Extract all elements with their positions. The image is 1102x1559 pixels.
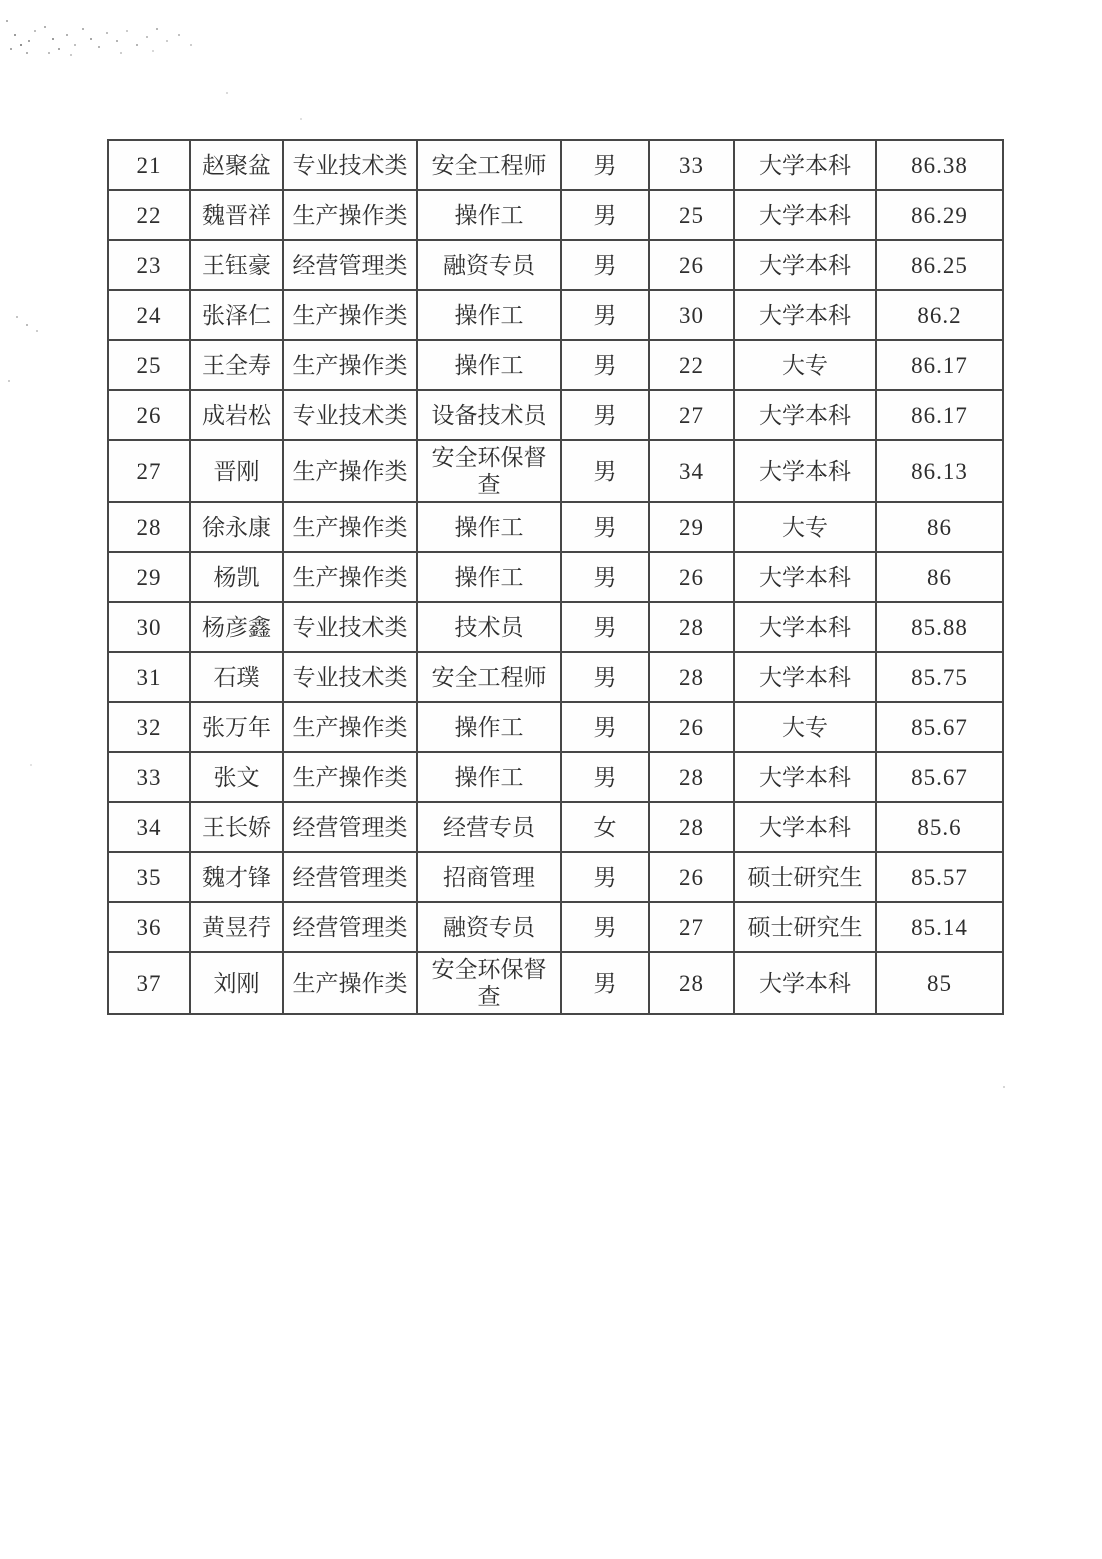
cell-gender [561, 902, 649, 952]
table-row [108, 902, 1003, 952]
position-value: 融资专员 [443, 252, 535, 278]
cell-name [190, 952, 283, 1014]
education-value: 大学本科 [759, 614, 851, 640]
table-row [108, 140, 1003, 190]
rank-value: 25 [136, 352, 162, 378]
cell-name [190, 290, 283, 340]
cell-age [649, 952, 734, 1014]
cell-score [876, 802, 1003, 852]
name-value: 石璞 [213, 664, 260, 690]
cell-age [649, 190, 734, 240]
cell-category [283, 952, 417, 1014]
score-value: 86.25 [911, 252, 968, 278]
cell-category [283, 902, 417, 952]
cell-age [649, 552, 734, 602]
age-value: 26 [679, 564, 704, 590]
cell-gender [561, 552, 649, 602]
cell-position [417, 952, 561, 1014]
name-value: 成岩松 [202, 402, 271, 428]
education-value: 大专 [782, 352, 828, 378]
cell-education [734, 340, 876, 390]
cell-score [876, 440, 1003, 502]
category-value: 经营管理类 [292, 814, 408, 840]
cell-gender [561, 702, 649, 752]
cell-rank [108, 340, 190, 390]
cell-age [649, 240, 734, 290]
cell-rank [108, 440, 190, 502]
cell-education [734, 552, 876, 602]
gender-value: 男 [593, 714, 617, 740]
cell-gender [561, 952, 649, 1014]
cell-name [190, 852, 283, 902]
education-value: 大专 [782, 714, 828, 740]
gender-value: 男 [593, 564, 617, 590]
cell-score [876, 552, 1003, 602]
cell-position [417, 552, 561, 602]
name-value: 张泽仁 [202, 302, 271, 328]
name-value: 赵聚盆 [202, 152, 271, 178]
category-value: 生产操作类 [292, 302, 408, 328]
gender-value: 男 [593, 202, 617, 228]
category-value: 生产操作类 [292, 714, 408, 740]
cell-rank [108, 602, 190, 652]
cell-category [283, 552, 417, 602]
name-value: 王钰豪 [202, 252, 271, 278]
cell-category [283, 240, 417, 290]
cell-rank [108, 390, 190, 440]
category-value: 专业技术类 [292, 152, 408, 178]
cell-position [417, 902, 561, 952]
education-value: 大学本科 [759, 152, 851, 178]
name-value: 晋刚 [213, 458, 260, 484]
education-value: 大学本科 [759, 814, 851, 840]
cell-name [190, 902, 283, 952]
table-row [108, 290, 1003, 340]
education-value: 大学本科 [759, 202, 851, 228]
category-value: 专业技术类 [292, 614, 408, 640]
cell-category [283, 390, 417, 440]
cell-category [283, 702, 417, 752]
cell-position [417, 190, 561, 240]
rank-value: 37 [136, 970, 162, 996]
category-value: 专业技术类 [292, 402, 408, 428]
cell-name [190, 602, 283, 652]
cell-name [190, 802, 283, 852]
cell-age [649, 902, 734, 952]
rank-value: 33 [136, 764, 162, 790]
cell-score [876, 602, 1003, 652]
cell-category [283, 752, 417, 802]
gender-value: 男 [593, 970, 617, 996]
score-value: 86 [927, 564, 952, 590]
score-value: 85.67 [911, 764, 968, 790]
education-value: 大专 [782, 514, 828, 540]
education-value: 大学本科 [759, 302, 851, 328]
cell-education [734, 752, 876, 802]
cell-category [283, 602, 417, 652]
name-value: 王全寿 [202, 352, 271, 378]
cell-position [417, 852, 561, 902]
rank-value: 32 [136, 714, 162, 740]
cell-education [734, 290, 876, 340]
cell-name [190, 140, 283, 190]
cell-name [190, 702, 283, 752]
position-value: 操作工 [454, 714, 524, 740]
name-value: 张文 [213, 764, 260, 790]
table-row [108, 802, 1003, 852]
cell-category [283, 290, 417, 340]
education-value: 大学本科 [759, 402, 851, 428]
cell-score [876, 652, 1003, 702]
gender-value: 男 [593, 252, 617, 278]
rank-value: 26 [136, 402, 162, 428]
cell-age [649, 702, 734, 752]
rank-value: 29 [136, 564, 162, 590]
table-row [108, 240, 1003, 290]
name-value: 魏晋祥 [202, 202, 271, 228]
cell-score [876, 240, 1003, 290]
gender-value: 女 [593, 814, 617, 840]
age-value: 26 [679, 714, 704, 740]
cell-gender [561, 440, 649, 502]
cell-score [876, 290, 1003, 340]
cell-name [190, 440, 283, 502]
score-value: 86.17 [911, 402, 968, 428]
age-value: 30 [679, 302, 704, 328]
cell-rank [108, 290, 190, 340]
age-value: 28 [679, 614, 704, 640]
cell-name [190, 190, 283, 240]
position-value: 操作工 [454, 764, 524, 790]
cell-score [876, 140, 1003, 190]
cell-category [283, 502, 417, 552]
position-value: 操作工 [454, 202, 524, 228]
cell-rank [108, 802, 190, 852]
table-row [108, 340, 1003, 390]
cell-name [190, 502, 283, 552]
cell-name [190, 390, 283, 440]
table-row [108, 952, 1003, 1014]
category-value: 生产操作类 [292, 970, 408, 996]
cell-rank [108, 552, 190, 602]
cell-position [417, 240, 561, 290]
cell-rank [108, 752, 190, 802]
name-value: 杨凯 [213, 564, 260, 590]
cell-name [190, 340, 283, 390]
table-row [108, 390, 1003, 440]
category-value: 生产操作类 [292, 514, 408, 540]
name-value: 杨彦鑫 [202, 614, 271, 640]
name-value: 魏才锋 [202, 864, 271, 890]
age-value: 26 [679, 252, 704, 278]
position-value: 安全工程师 [431, 664, 547, 690]
cell-category [283, 190, 417, 240]
category-value: 生产操作类 [292, 564, 408, 590]
cell-gender [561, 240, 649, 290]
cell-score [876, 852, 1003, 902]
age-value: 22 [679, 352, 704, 378]
score-value: 85.6 [917, 814, 962, 840]
table-row [108, 752, 1003, 802]
cell-gender [561, 852, 649, 902]
age-value: 33 [679, 152, 704, 178]
cell-rank [108, 902, 190, 952]
category-value: 生产操作类 [292, 202, 408, 228]
cell-position [417, 502, 561, 552]
rank-value: 36 [136, 914, 162, 940]
rank-value: 23 [136, 252, 162, 278]
score-value: 85.88 [911, 614, 968, 640]
cell-education [734, 852, 876, 902]
education-value: 大学本科 [759, 458, 851, 484]
rank-value: 28 [136, 514, 162, 540]
table-row [108, 552, 1003, 602]
cell-age [649, 140, 734, 190]
cell-education [734, 502, 876, 552]
cell-education [734, 952, 876, 1014]
cell-score [876, 390, 1003, 440]
position-value: 操作工 [454, 514, 524, 540]
age-value: 28 [679, 664, 704, 690]
cell-position [417, 440, 561, 502]
score-value: 86.17 [911, 352, 968, 378]
cell-age [649, 802, 734, 852]
rank-value: 21 [136, 152, 162, 178]
position-value: 技术员 [454, 614, 524, 640]
cell-score [876, 752, 1003, 802]
cell-category [283, 802, 417, 852]
name-value: 王长娇 [202, 814, 271, 840]
cell-education [734, 702, 876, 752]
cell-education [734, 440, 876, 502]
position-value: 安全环保督查 [431, 445, 547, 497]
cell-age [649, 440, 734, 502]
cell-gender [561, 290, 649, 340]
education-value: 大学本科 [759, 764, 851, 790]
score-value: 85.67 [911, 714, 968, 740]
cell-score [876, 952, 1003, 1014]
cell-rank [108, 852, 190, 902]
score-value: 85 [927, 970, 952, 996]
position-value: 操作工 [454, 302, 524, 328]
education-value: 大学本科 [759, 252, 851, 278]
cell-education [734, 652, 876, 702]
name-value: 黄昱荇 [202, 914, 271, 940]
cell-gender [561, 652, 649, 702]
gender-value: 男 [593, 864, 617, 890]
cell-name [190, 652, 283, 702]
age-value: 28 [679, 814, 704, 840]
cell-position [417, 390, 561, 440]
position-value: 操作工 [454, 564, 524, 590]
cell-position [417, 702, 561, 752]
score-value: 86.13 [911, 458, 968, 484]
cell-education [734, 902, 876, 952]
age-value: 27 [679, 914, 704, 940]
gender-value: 男 [593, 402, 617, 428]
category-value: 生产操作类 [292, 352, 408, 378]
cell-education [734, 390, 876, 440]
table-body [108, 140, 1003, 1014]
cell-education [734, 190, 876, 240]
age-value: 25 [679, 202, 704, 228]
rank-value: 27 [136, 458, 162, 484]
cell-education [734, 602, 876, 652]
cell-rank [108, 502, 190, 552]
age-value: 28 [679, 970, 704, 996]
score-value: 86.29 [911, 202, 968, 228]
position-value: 安全环保督查 [431, 957, 547, 1009]
position-value: 设备技术员 [431, 402, 547, 428]
rank-value: 34 [136, 814, 162, 840]
cell-age [649, 502, 734, 552]
table-row [108, 852, 1003, 902]
cell-education [734, 140, 876, 190]
cell-position [417, 652, 561, 702]
gender-value: 男 [593, 614, 617, 640]
category-value: 经营管理类 [292, 914, 408, 940]
score-value: 86.38 [911, 152, 968, 178]
gender-value: 男 [593, 664, 617, 690]
cell-position [417, 290, 561, 340]
gender-value: 男 [593, 352, 617, 378]
cell-rank [108, 240, 190, 290]
gender-value: 男 [593, 458, 617, 484]
position-value: 安全工程师 [431, 152, 547, 178]
rank-value: 30 [136, 614, 162, 640]
category-value: 专业技术类 [292, 664, 408, 690]
cell-score [876, 502, 1003, 552]
table-row [108, 190, 1003, 240]
name-value: 刘刚 [213, 970, 260, 996]
cell-score [876, 190, 1003, 240]
cell-position [417, 140, 561, 190]
name-value: 徐永康 [202, 514, 271, 540]
position-value: 操作工 [454, 352, 524, 378]
score-value: 85.14 [911, 914, 968, 940]
rank-value: 31 [136, 664, 162, 690]
table-row [108, 440, 1003, 502]
gender-value: 男 [593, 152, 617, 178]
cell-position [417, 802, 561, 852]
education-value: 大学本科 [759, 564, 851, 590]
table-row [108, 602, 1003, 652]
cell-category [283, 652, 417, 702]
table-row [108, 652, 1003, 702]
cell-category [283, 852, 417, 902]
cell-gender [561, 340, 649, 390]
age-value: 28 [679, 764, 704, 790]
education-value: 大学本科 [759, 664, 851, 690]
category-value: 经营管理类 [292, 252, 408, 278]
table-row [108, 502, 1003, 552]
scan-noise [0, 0, 2, 2]
score-value: 85.75 [911, 664, 968, 690]
cell-gender [561, 190, 649, 240]
score-value: 85.57 [911, 864, 968, 890]
cell-age [649, 602, 734, 652]
gender-value: 男 [593, 514, 617, 540]
age-value: 27 [679, 402, 704, 428]
cell-gender [561, 140, 649, 190]
rank-value: 35 [136, 864, 162, 890]
table-row [108, 702, 1003, 752]
cell-gender [561, 502, 649, 552]
age-value: 26 [679, 864, 704, 890]
cell-gender [561, 602, 649, 652]
position-value: 招商管理 [443, 864, 535, 890]
cell-position [417, 752, 561, 802]
cell-category [283, 440, 417, 502]
cell-position [417, 602, 561, 652]
cell-name [190, 240, 283, 290]
cell-education [734, 802, 876, 852]
cell-name [190, 552, 283, 602]
cell-education [734, 240, 876, 290]
score-value: 86.2 [917, 302, 962, 328]
cell-rank [108, 190, 190, 240]
education-value: 硕士研究生 [747, 864, 863, 890]
rank-value: 24 [136, 302, 162, 328]
gender-value: 男 [593, 764, 617, 790]
category-value: 经营管理类 [292, 864, 408, 890]
cell-rank [108, 702, 190, 752]
position-value: 经营专员 [443, 814, 535, 840]
position-value: 融资专员 [443, 914, 535, 940]
cell-age [649, 340, 734, 390]
cell-score [876, 902, 1003, 952]
candidates-score-table [107, 139, 1004, 1015]
cell-rank [108, 140, 190, 190]
cell-score [876, 340, 1003, 390]
rank-value: 22 [136, 202, 162, 228]
category-value: 生产操作类 [292, 458, 408, 484]
cell-name [190, 752, 283, 802]
cell-category [283, 140, 417, 190]
age-value: 34 [679, 458, 704, 484]
cell-age [649, 390, 734, 440]
gender-value: 男 [593, 914, 617, 940]
cell-category [283, 340, 417, 390]
score-value: 86 [927, 514, 952, 540]
cell-gender [561, 802, 649, 852]
cell-age [649, 752, 734, 802]
cell-rank [108, 952, 190, 1014]
cell-age [649, 852, 734, 902]
category-value: 生产操作类 [292, 764, 408, 790]
cell-age [649, 290, 734, 340]
name-value: 张万年 [202, 714, 271, 740]
cell-gender [561, 390, 649, 440]
gender-value: 男 [593, 302, 617, 328]
age-value: 29 [679, 514, 704, 540]
cell-age [649, 652, 734, 702]
cell-rank [108, 652, 190, 702]
cell-score [876, 702, 1003, 752]
cell-position [417, 340, 561, 390]
education-value: 硕士研究生 [747, 914, 863, 940]
cell-gender [561, 752, 649, 802]
education-value: 大学本科 [759, 970, 851, 996]
